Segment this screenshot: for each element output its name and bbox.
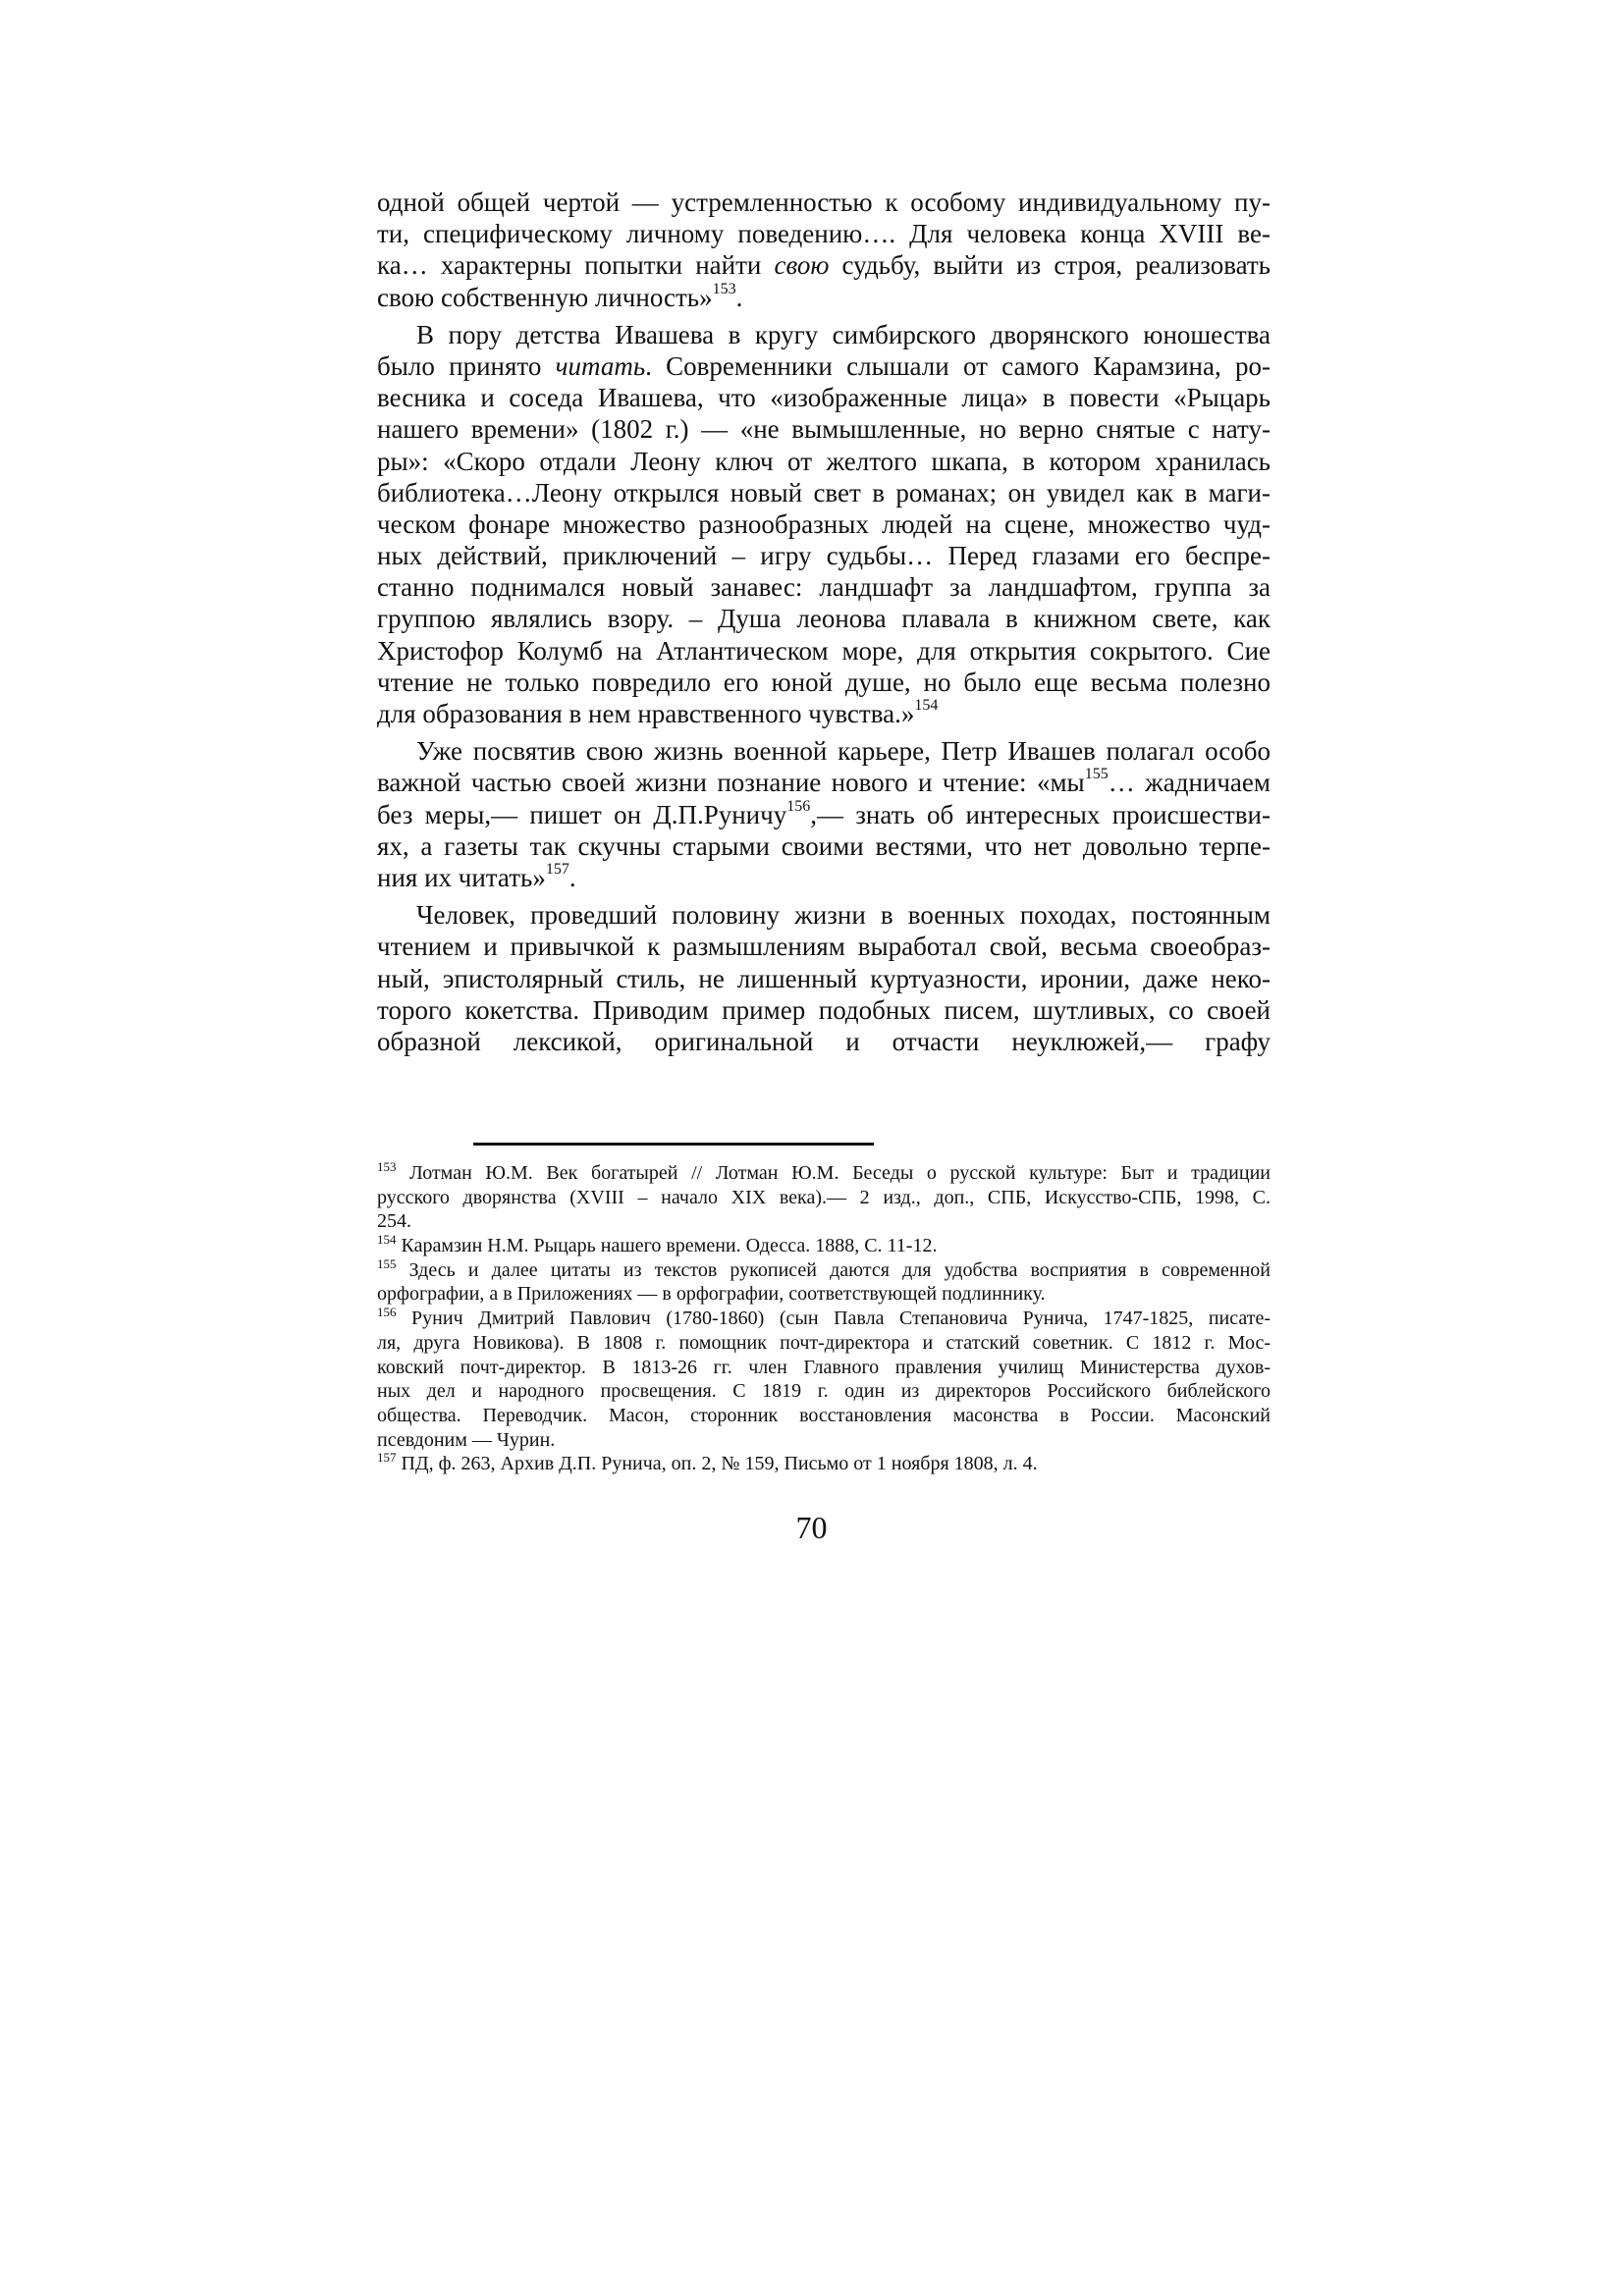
text-line: ческом фонаре множество разнообразных людей на сцене, множество чуд- [377,508,1271,539]
footnote-line: псевдоним — Чурин. [377,1428,556,1451]
footnote-reference: 157 [377,1450,397,1466]
page-number: 70 [795,1510,828,1545]
footnote-reference: 156 [786,797,811,815]
text-line: В пору детства Ивашева в кругу симбирского дворянского юношества [416,319,1271,349]
paragraph [377,899,1271,1057]
text-line: библиотека…Леону открылся новый свет в романах; он увидел как в маги- [377,477,1271,507]
footnote-reference: 157 [545,860,569,878]
footnote-reference: 154 [914,697,939,714]
footnote [377,1255,1271,1307]
footnote-reference: 153 [712,280,736,297]
text-line: без меры,— пишет он Д.П.Руничу$^{156}$,— знать об интересных происшестви- [377,797,1271,829]
footnotes-section [377,1161,1271,1476]
footnote [377,1234,1271,1258]
text-line: важной частью своей жизни познание нового и чтение: «$мы^{155}\dots$ жадничаем [377,766,1271,798]
text-line: для образования в нем нравственного чувства.»$^{154}$ [377,697,939,728]
footnote-reference: 155 [1084,766,1109,783]
text-line: ры»: «Скоро отдали Леону ключ от желтого шкапа, в котором хранилась [377,446,1271,476]
paragraph [377,319,1271,729]
paragraph [377,735,1271,893]
footnote-line: ных дел и народного просвещения. С 1819 г. один из директоров Российского библейского [377,1380,1271,1403]
main-text [377,187,1271,1057]
footnote-line: ля, друга Новикова). В 1808 г. помощник почт-директора и статский советник. С 1812 г. Мос- [377,1331,1271,1354]
footnote [377,1161,1271,1234]
footnote-line: $^{156}$ Рунич Дмитрий Павлович (1780-1860) (сын Павла Степановича Рунича, 1747-1825, писате- [377,1305,1271,1330]
text-line: ных действий, приключений – игру судьбы… Перед глазами его беспре- [377,541,1271,571]
text-line: ный, эпистолярный стиль, не лишенный куртуазности, иронии, даже неко- [377,963,1271,993]
text-line: ния их читать»$^{157}$. [377,860,576,892]
text-line: Уже посвятив свою жизнь военной карьере, Петр Ивашев полагал особо [416,736,1271,767]
text-line: ях, а газеты так скучны старыми своими вестями, что нет довольно терпе- [377,830,1271,861]
text-line: весника и соседа Ивашева, что «изображенные лица» в повести «Рыцарь [377,383,1271,413]
footnote-line: $^{157}$ ПД, ф. 263, Архив Д.П. Рунича, оп. 2, № 159, Письмо от 1 ноября 1808, л. 4. [377,1450,1038,1475]
text-line: группою являлись взору. – Душа леонова плавала в книжном свете, как [377,604,1271,634]
text-line: Христофор Колумб на Атлантическом море, для открытия сокрытого. Сие [377,635,1271,666]
footnote-line: 254. [377,1210,411,1233]
emphasized-text: читать [555,350,646,381]
footnote-line: $^{155}$ Здесь и далее цитаты из текстов рукописей даются для удобства восприятия в современной [377,1255,1271,1281]
text-line: свою собственную личность»$^{153}$. [377,280,743,312]
footnote-reference: 156 [377,1305,397,1320]
footnote-separator [473,1143,874,1146]
footnote-line: ковский почт-директор. В 1813-26 гг. член Главного правления училищ Министерства духов- [377,1356,1271,1378]
footnote [377,1307,1271,1452]
text-line: чтение не только повредило его юной душе, но было еще весьма полезно [377,667,1271,697]
text-line: нашего времени» (1802 г.) — «не вымышленные, но верно снятые с нату- [377,414,1271,445]
footnote-line: русского дворянства (XVIII – начало XIX века).— 2 изд., доп., СПБ, Искусство-СПБ, 1998, С. [377,1186,1271,1208]
footnote-line: орфографии, а в Приложениях — в орфографии, соответствующей подлиннику. [377,1283,1046,1306]
footnote-line: общества. Переводчик. Масон, сторонник восстановления масонства в России. Масонский [377,1404,1271,1426]
emphasized-text: свою [774,250,830,281]
footnote-line: $^{153}$ Лотман Ю.М. Век богатырей // Лотман Ю.М. Беседы о русской культуре: Быт и традиции [377,1159,1271,1184]
text-line: Человек, проведший половину жизни в военных походах, постоянным [416,900,1271,931]
footnote-reference: 154 [377,1232,397,1248]
footnote-reference: 155 [377,1255,397,1271]
text-line: ка… характерны попытки найти свою судьбу, выйти из строя, реализовать [377,250,1271,281]
text-line: было принято читать. Современники слышали от самого Карамзина, ро- [377,350,1271,381]
footnote [377,1452,1271,1476]
text-line: образной лексикой, оригинальной и отчасти неуклюжей,— графу [377,1026,1271,1056]
text-line: станно поднимался новый занавес: ландшафт за ландшафтом, группа за [377,572,1271,603]
paragraph [377,187,1271,313]
text-line: торого кокетства. Приводим пример подобных писем, шутливых, со своей [377,994,1271,1025]
text-line: ти, специфическому личному поведению…. Для человека конца XVIII ве- [377,219,1271,249]
footnote-line: $^{154}$ Карамзин Н.М. Рыцарь нашего времени. Одесса. 1888, С. 11-12. [377,1232,938,1257]
footnote-reference: 153 [377,1159,397,1174]
text-line: чтением и привычкой к размышлениям выработал свой, весьма своеобраз- [377,932,1271,962]
text-line: одной общей чертой — устремленностью к особому индивидуальному пу- [377,187,1271,217]
